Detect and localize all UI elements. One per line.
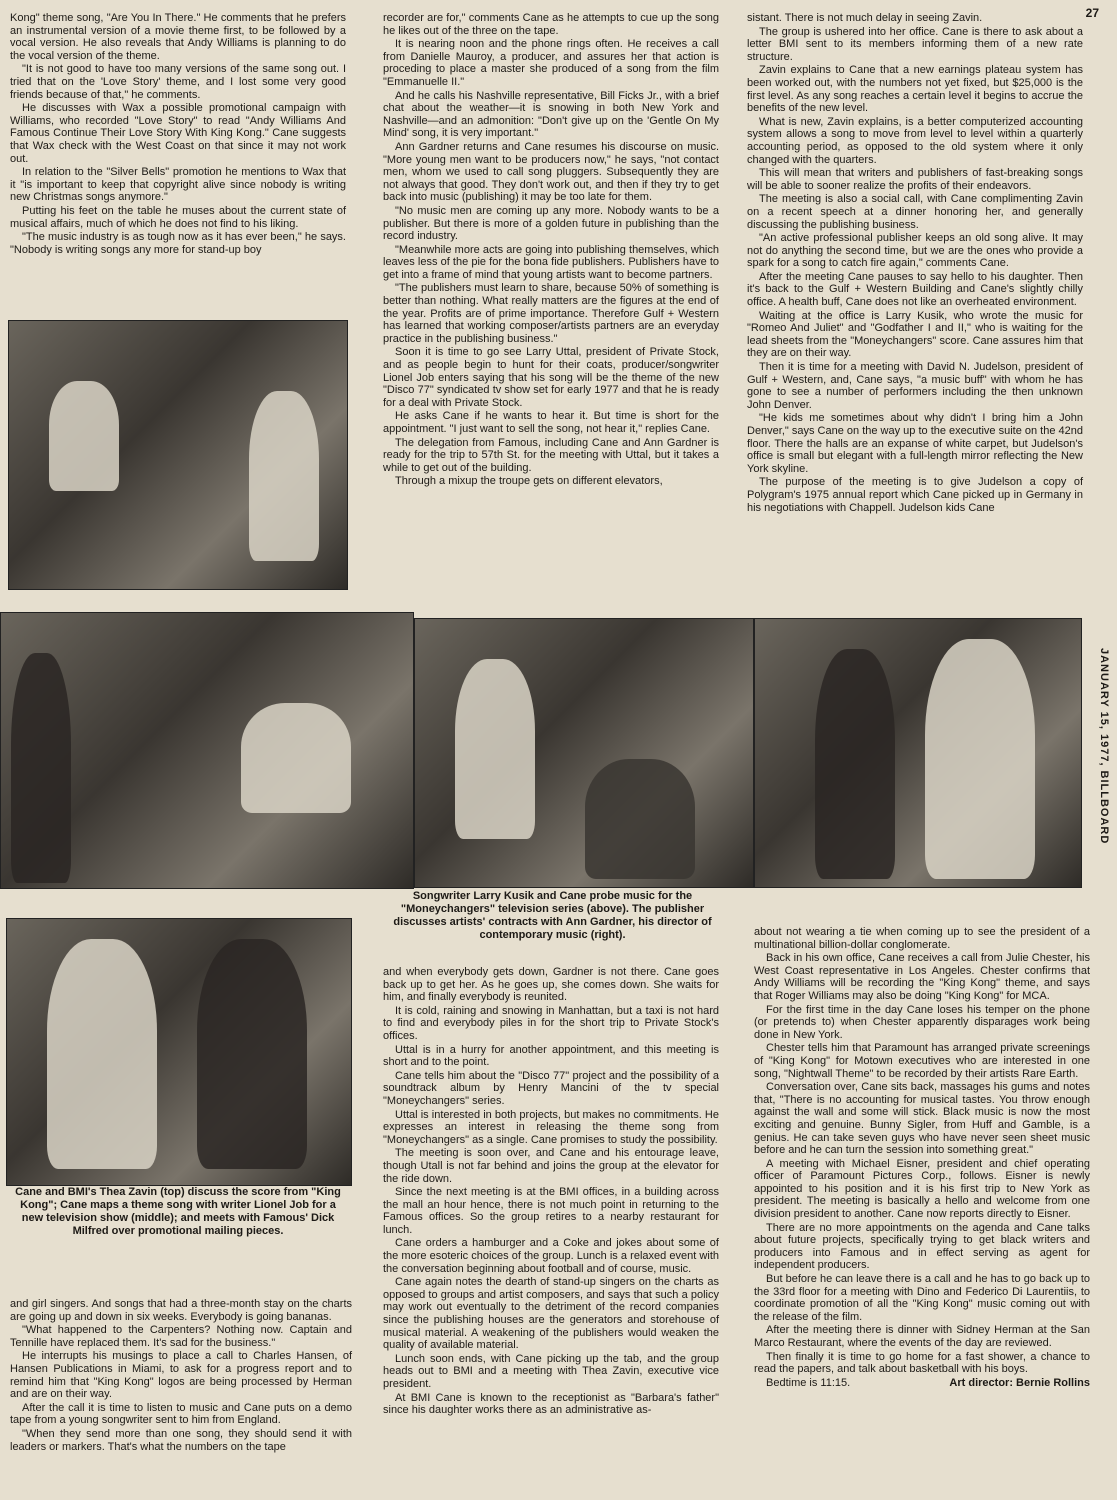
paragraph: Lunch soon ends, with Cane picking up the tab, and the group heads out to BMI and a meeting with Thea Zavin, executive vice president. bbox=[383, 1352, 719, 1390]
column-1-top bbox=[10, 12, 346, 314]
paragraph: For the first time in the day Cane loses his temper on the phone (or pretends to) when Chester apparently disparages work being done in New York. bbox=[754, 1003, 1090, 1041]
photo-cane-milfred bbox=[6, 918, 352, 1186]
bedtime-text: Bedtime is 11:15. bbox=[766, 1376, 851, 1389]
photo-caption-right: Songwriter Larry Kusik and Cane probe music for the "Moneychangers" television series (above). The publisher discusses artists' contracts with Ann Gardner, his director of contemporary music (right). bbox=[393, 890, 712, 941]
paragraph: Soon it is time to go see Larry Uttal, president of Private Stock, and as people begin to hunt for their coats, producer/songwriter Lionel Job enters saying that his song will be the theme of the new "Disco 77" syndicated tv show set for early 1977 and that he is ready for a deal with Private Stock. bbox=[383, 346, 719, 409]
paragraph: He asks Cane if he wants to hear it. But time is short for the appointment. "I just want to sell the song, not hear it," replies Cane. bbox=[383, 410, 719, 435]
paragraph: about not wearing a tie when coming up to see the president of a multinational billion-dollar conglomerate. bbox=[754, 926, 1090, 951]
paragraph: After the meeting Cane pauses to say hello to his daughter. Then it's back to the Gulf + Western Building and Cane's slightly chilly office. A health buff, Cane does not like an overheated environment. bbox=[747, 270, 1083, 309]
paragraph: Then it is time for a meeting with David N. Judelson, president of Gulf + Western, and, Cane says, "a music buff" with whom he has gone to see a number of performers including the then unknown John Denver. bbox=[747, 361, 1083, 411]
paragraph: But before he can leave there is a call and he has to go back up to the 33rd floor for a meeting with Dino and Federico Di Laurentiis, to coordinate promotion of all the "King Kong" music coming out with the release of the film. bbox=[754, 1273, 1090, 1323]
paragraph: recorder are for," comments Cane as he attempts to cue up the song he likes out of the three on the tape. bbox=[383, 12, 719, 37]
paragraph: Cane tells him about the "Disco 77" project and the possibility of a soundtrack album by Henry Mancini of the tv special "Moneychangers" series. bbox=[383, 1069, 719, 1107]
column-3-bottom bbox=[754, 926, 1090, 1496]
paragraph: "No music men are coming up any more. Nobody wants to be a publisher. But there is more of a golden future in publishing than the record industry. bbox=[383, 204, 719, 243]
photo-caption-left: Cane and BMI's Thea Zavin (top) discuss the score from "King Kong"; Cane maps a theme song with writer Lionel Job for a new television show (middle); and meets with Famous' Dick Milfred over promotional mailing pieces. bbox=[15, 1186, 341, 1237]
paragraph: The delegation from Famous, including Cane and Ann Gardner is ready for the trip to 57th St. for the meeting with Uttal, but it takes a while to get out of the building. bbox=[383, 436, 719, 474]
paragraph: "What happened to the Carpenters? Nothing now. Captain and Tennille have replaced them. It's sad for the business." bbox=[10, 1324, 352, 1349]
paragraph: After the meeting there is dinner with Sidney Herman at the San Marco Restaurant, where the events of the day are reviewed. bbox=[754, 1324, 1090, 1349]
paragraph: Chester tells him that Paramount has arranged private screenings of "King Kong" for Motown executives who are interested in one song, "Nightwall Theme" to be recorded by their artists Rare Earth. bbox=[754, 1042, 1090, 1080]
paragraph: Since the next meeting is at the BMI offices, in a building across the mall an hour hence, there is not much point in returning to the Famous offices. So the group retires to a nearby restaurant for lunch. bbox=[383, 1186, 719, 1236]
page-number: 27 bbox=[1085, 6, 1099, 20]
photo-kusik-cane bbox=[414, 618, 754, 888]
column-3-top bbox=[747, 12, 1083, 612]
paragraph: The meeting is also a social call, with Cane complimenting Zavin on a recent speech at a dinner honoring her, and generally discussing the publishing business. bbox=[747, 193, 1083, 231]
paragraph: In relation to the "Silver Bells" promotion he mentions to Wax that it "is important to keep that copyright alive since nobody is writing new Christmas songs anymore." bbox=[10, 166, 346, 204]
column-2-bottom bbox=[383, 966, 719, 1496]
paragraph: There are no more appointments on the agenda and Cane talks about future projects, specifically trying to get black writers and producers into Famous and in effect serving as agent for independent producers. bbox=[754, 1221, 1090, 1272]
paragraph: He interrupts his musings to place a call to Charles Hansen, of Hansen Publications in Miami, to ask for a progress report and to remind him that "King Kong" logos are being processed by Herman and are on their way. bbox=[10, 1350, 352, 1401]
paragraph: Uttal is interested in both projects, but makes no commitments. He expresses an interest in releasing the theme song from "Moneychangers" as a single. Cane promises to study the possibility. bbox=[383, 1108, 719, 1146]
side-dateline: JANUARY 15, 1977, BILLBOARD bbox=[1098, 648, 1110, 845]
paragraph: Back in his own office, Cane receives a call from Julie Chester, his West Coast representative in Los Angeles. Chester confirms that Andy Williams will be recording the "King Kong" theme, and says that Roger Williams may also be doing "King Kong" for MCA. bbox=[754, 952, 1090, 1002]
paragraph: It is nearing noon and the phone rings often. He receives a call from Danielle Mauroy, a producer, and assures her that action is proceding to place a master she produced of a song from the film "Emmanuelle II." bbox=[383, 38, 719, 88]
paragraph: "Meanwhile more acts are going into publishing themselves, which leaves less of the pie for the bona fide publishers. Publishers have to get into a frame of mind that young artists want to become partners. bbox=[383, 243, 719, 281]
paragraph: Cane again notes the dearth of stand-up singers on the charts as opposed to groups and artist composers, and says that such a policy may work out eventually to the detriment of the record companies since the publishing houses are the generators and storehouse of musical material. A weakening of the publishers would weaken the quality of available material. bbox=[383, 1276, 719, 1352]
art-director-credit: Art director: Bernie Rollins bbox=[949, 1376, 1090, 1389]
paragraph: And he calls his Nashville representative, Bill Ficks Jr., with a brief chat about the weather—it is snowing in both New York and Nashville—and an admonition: "Don't give up on the 'Gentle On My Mind' song, it is very important." bbox=[383, 89, 719, 140]
paragraph: Waiting at the office is Larry Kusik, who wrote the music for "Romeo And Juliet" and "Godfather I and II," who is waiting for the lead sheets from the "Moneychangers" score. Cane assures him that they are on their way. bbox=[747, 309, 1083, 360]
paragraph: The group is ushered into her office. Cane is there to ask about a letter BMI sent to its members informing them of a new rate structure. bbox=[747, 25, 1083, 63]
paragraph: The purpose of the meeting is to give Judelson a copy of Polygram's 1975 annual report which Cane picked up in Germany in his negotiations with Chappell. Judelson kids Cane bbox=[747, 476, 1083, 514]
paragraph: and when everybody gets down, Gardner is not there. Cane goes back up to get her. As he goes up, she comes down. She waits for him, and finally everybody is reunited. bbox=[383, 966, 719, 1004]
photo-cane-job-desk bbox=[0, 612, 414, 889]
column-2-top bbox=[383, 12, 719, 612]
paragraph: After the call it is time to listen to music and Cane puts on a demo tape from a young songwriter sent to him from England. bbox=[10, 1401, 352, 1427]
paragraph: A meeting with Michael Eisner, president and chief operating officer of Paramount Pictures Corp., follows. Eisner is newly appointed to his position and it is his first trip to New York as president. The meeting is basically a hello and welcome from one division president to another. Cane now reports directly to Eisner. bbox=[754, 1157, 1090, 1221]
photo-gardner-cane bbox=[754, 618, 1082, 888]
column-1-bottom bbox=[10, 1298, 352, 1494]
photo-cane-gardner-office bbox=[8, 320, 348, 590]
paragraph: It is cold, raining and snowing in Manhattan, but a taxi is not hard to find and everybody piles in for the short trip to Private Stock's offices. bbox=[383, 1004, 719, 1042]
paragraph: and girl singers. And songs that had a three-month stay on the charts are going up and down in six weeks. Everybody is going bananas. bbox=[10, 1298, 352, 1323]
paragraph: Conversation over, Cane sits back, massages his gums and notes that, "There is no accounting for musical tastes. You throw enough against the wall and some will stick. Black music is now the most exciting and genuine. Bunny Sigler, from Huff and Gamble, is a genius. He can take seven guys who have never seen sheet music before and he can turn the session into something great." bbox=[754, 1081, 1090, 1157]
paragraph: He discusses with Wax a possible promotional campaign with Williams, who recorded "Love Story" to read "Andy Williams And Famous Continue Their Love Story With King Kong." Cane suggests that Wax check with the West Coast on that since it may not work out. bbox=[10, 102, 346, 165]
paragraph: Ann Gardner returns and Cane resumes his discourse on music. "More young men want to be producers now," he says, "not contact men, whom we used to call song pluggers. Subsequently they are not always that good. They don't work out, and then if they try to get back into music (publishing) it may be too late for them. bbox=[383, 140, 719, 204]
paragraph: sistant. There is not much delay in seeing Zavin. bbox=[747, 12, 983, 24]
paragraph: Cane orders a hamburger and a Coke and jokes about some of the more esoteric choices of the group. Lunch is a relaxed event with the conversation beginning about football and of course, music. bbox=[383, 1237, 719, 1275]
paragraph: Putting his feet on the table he muses about the current state of musical affairs, much of which he does not find to his liking. bbox=[10, 204, 346, 230]
paragraph: At BMI Cane is known to the receptionist as "Barbara's father" since his daughter works there as an administrative as- bbox=[383, 1391, 719, 1417]
paragraph: "When they send more than one song, they should send it with leaders or markers. That's what the numbers on the tape bbox=[10, 1427, 352, 1453]
paragraph: "He kids me sometimes about why didn't I bring him a John Denver," says Cane on the way up to the executive suite on the 42nd floor. There the halls are an expanse of white carpet, but Judelson's office is small but elegant with a full-length mirror reflecting the New York skyline. bbox=[747, 412, 1083, 475]
paragraph: Kong" theme song, "Are You In There." He comments that he prefers an instrumental version of a movie theme first, to be followed by a vocal version. He also reveals that Andy Williams is planning to do the vocal version of the theme. bbox=[10, 12, 346, 62]
paragraph: Then finally it is time to go home for a fast shower, a chance to read the papers, and talk about basketball with his boys. bbox=[754, 1350, 1090, 1376]
paragraph: The meeting is soon over, and Cane and his entourage leave, though Utall is not far behind and joins the group at the elevator for the ride down. bbox=[383, 1147, 719, 1185]
paragraph: Through a mixup the troupe gets on different elevators, bbox=[395, 475, 663, 488]
paragraph: This will mean that writers and publishers of fast-breaking songs will be able to sooner realize the profits of their endeavors. bbox=[747, 167, 1083, 192]
paragraph: "The publishers must learn to share, because 50% of something is better than nothing. What really matters are the figures at the end of the year. Profits are of prime importance. Therefore Gulf + Western has learned that working composer/artists partners are an everyday practice in the publishing business." bbox=[383, 282, 719, 345]
paragraph: "It is not good to have too many versions of the same song out. I tried that on the 'Love Story' theme, and I lost some very good friends because of that," he comments. bbox=[10, 63, 346, 101]
paragraph: "An active professional publisher keeps an old song alive. It may not do anything the second time, but we are the ones who provide a spark for a song to catch fire again," comments Cane. bbox=[747, 232, 1083, 270]
paragraph: Zavin explains to Cane that a new earnings plateau system has been worked out, with the numbers not yet fixed, but $25,000 is the first level. As any song reaches a certain level it begins to accrue the benefits of the new level. bbox=[747, 64, 1083, 115]
paragraph: What is new, Zavin explains, is a better computerized accounting system allows a song to move from level to level within a quarterly accounting period, as opposed to the old system where it only changed with the quarters. bbox=[747, 115, 1083, 166]
paragraph: "The music industry is as tough now as it has ever been," he says. "Nobody is writing songs any more for stand-up boy bbox=[10, 231, 346, 256]
paragraph: Uttal is in a hurry for another appointment, and this meeting is short and to the point. bbox=[383, 1043, 719, 1069]
closing-line bbox=[754, 1377, 1090, 1390]
